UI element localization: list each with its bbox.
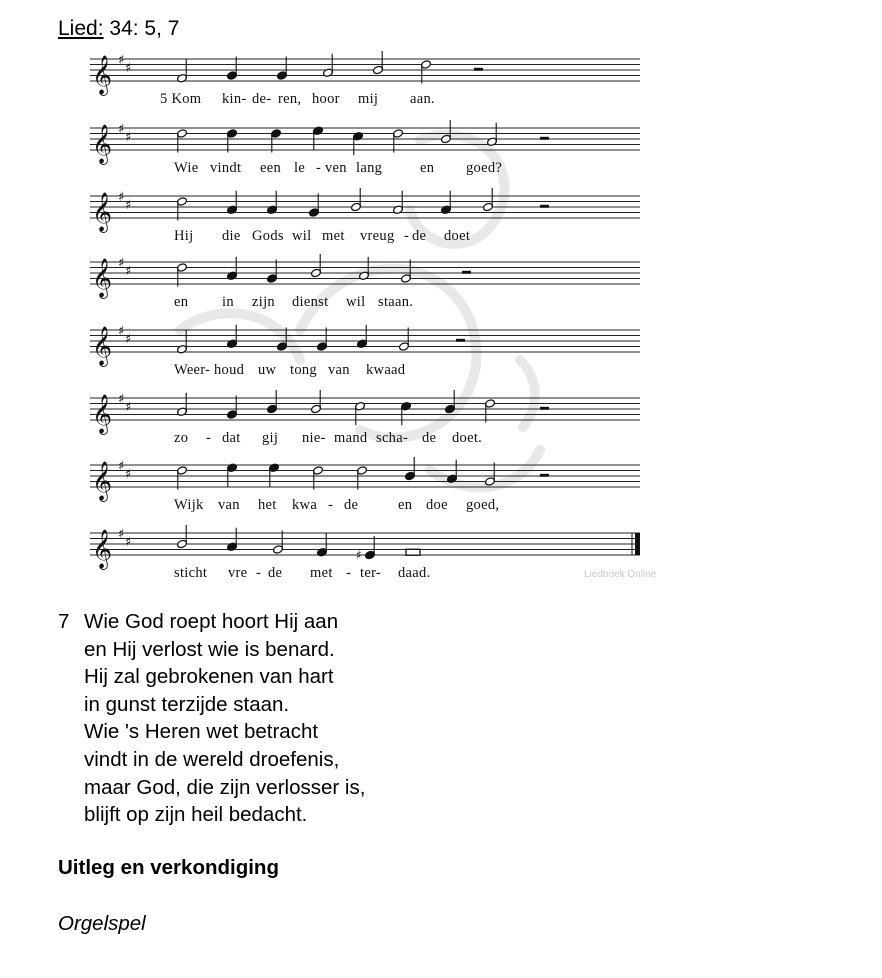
verse-text xyxy=(84,608,365,829)
lyric-syllable: - xyxy=(256,565,262,581)
lyric-syllable: de xyxy=(268,565,283,581)
lyric-syllable: doet xyxy=(444,228,471,244)
lyric-syllable: Wijk xyxy=(174,497,204,513)
sharp-icon: ♯ xyxy=(125,332,132,348)
section-title: Uitleg en verkondiging xyxy=(58,856,279,879)
sharp-icon: ♯ xyxy=(125,535,132,551)
lyric-syllable: uw xyxy=(258,362,277,378)
lyric-syllable: de xyxy=(412,228,427,244)
rest-icon xyxy=(456,339,465,342)
lyric-syllable: vreug xyxy=(360,228,395,244)
lyric-syllable: - xyxy=(346,565,352,581)
lyric-syllable: het xyxy=(258,497,277,513)
music-system xyxy=(90,188,640,244)
rest-icon xyxy=(462,271,471,274)
lyric-syllable: ter- xyxy=(360,565,382,581)
lyric-syllable: vindt xyxy=(210,160,242,176)
verse-line: Wie God roept hoort Hij aan xyxy=(84,610,339,633)
sharp-icon: ♯ xyxy=(118,189,125,205)
watermark-text: Liedboek Online xyxy=(584,569,657,580)
treble-clef-icon: 𝄞 xyxy=(92,124,113,164)
verse-line: in gunst terzijde staan. xyxy=(84,692,290,716)
lyric-syllable: van xyxy=(218,497,240,513)
lyric-syllable: sticht xyxy=(174,565,208,581)
lyric-syllable: goed? xyxy=(466,160,503,176)
lyric-syllable: Wie xyxy=(174,160,199,176)
lyric-syllable: - xyxy=(316,160,322,176)
lyric-syllable: in xyxy=(222,294,234,310)
lyric-syllable: houd xyxy=(214,362,245,378)
lyric-syllable: hoor xyxy=(312,91,340,107)
lyric-syllable: dat xyxy=(222,430,241,446)
lyric-syllable: le xyxy=(294,160,306,176)
lyric-syllable: nie- xyxy=(302,430,326,446)
lyric-syllable: de- xyxy=(252,91,272,107)
lyric-syllable: dienst xyxy=(292,294,329,310)
lyric-syllable: ren, xyxy=(278,91,302,107)
lyric-syllable: lang xyxy=(356,160,383,176)
breve-note xyxy=(406,549,420,555)
lyric-syllable: mij xyxy=(358,91,379,107)
sharp-icon: ♯ xyxy=(125,198,132,214)
lyric-syllable: doet. xyxy=(452,430,483,446)
verse-line: en Hij verlost wie is benard. xyxy=(84,637,335,661)
lyric-syllable: en xyxy=(420,160,435,176)
music-system xyxy=(90,525,640,581)
lyric-syllable: die xyxy=(222,228,241,244)
sharp-icon: ♯ xyxy=(118,255,125,271)
lyric-syllable: kin- xyxy=(222,91,247,107)
lyric-syllable: de xyxy=(422,430,437,446)
lyric-syllable: de xyxy=(344,497,359,513)
sharp-icon: ♯ xyxy=(125,400,132,416)
verse-number: 7 xyxy=(58,610,70,633)
lyric-syllable: van xyxy=(328,362,350,378)
lyric-syllable: doe xyxy=(426,497,448,513)
sharp-icon: ♯ xyxy=(118,323,125,339)
lyric-syllable: scha- xyxy=(376,430,409,446)
music-system xyxy=(90,51,640,107)
lyric-syllable: - xyxy=(328,497,334,513)
sharp-icon: ♯ xyxy=(118,458,125,474)
rest-icon xyxy=(540,137,549,140)
music-system xyxy=(90,457,640,513)
lyric-syllable: kwaad xyxy=(366,362,406,378)
rest-icon xyxy=(540,474,549,477)
rest-icon xyxy=(474,68,483,71)
lyric-syllable: mand xyxy=(334,430,368,446)
lyric-syllable: en xyxy=(174,294,189,310)
lyric-syllable: tong xyxy=(290,362,317,378)
treble-clef-icon: 𝄞 xyxy=(92,529,113,569)
lyric-syllable: 5 Kom xyxy=(160,91,202,107)
lyric-syllable: wil xyxy=(346,294,366,310)
organ-note: Orgelspel xyxy=(58,912,146,935)
lyric-syllable: Gods xyxy=(252,228,284,244)
song-number: 34: 5, 7 xyxy=(109,17,180,40)
sharp-icon: ♯ xyxy=(125,61,132,77)
lyric-syllable: Hij xyxy=(174,228,194,244)
song-label: Lied: xyxy=(58,17,104,40)
sharp-icon: ♯ xyxy=(125,264,132,280)
sharp-icon: ♯ xyxy=(118,121,125,137)
sharp-icon: ♯ xyxy=(125,130,132,146)
final-barline xyxy=(635,533,640,555)
verse-line: Hij zal gebrokenen van hart xyxy=(84,665,334,689)
treble-clef-icon: 𝄞 xyxy=(92,394,113,434)
verse-line: blijft op zijn heil bedacht. xyxy=(84,803,308,827)
lyric-syllable: - xyxy=(404,228,410,244)
lyric-syllable: - xyxy=(206,430,212,446)
verse-line: vindt in de wereld droefenis, xyxy=(84,747,340,771)
lyric-syllable: ven xyxy=(325,160,347,176)
sharp-icon: ♯ xyxy=(125,467,132,483)
treble-clef-icon: 𝄞 xyxy=(92,326,113,366)
lyric-syllable: staan. xyxy=(378,294,414,310)
lyric-syllable: daad. xyxy=(398,565,431,581)
music-system xyxy=(90,390,640,446)
lyric-syllable: gij xyxy=(262,430,279,446)
accidental-sharp-icon: ♯ xyxy=(356,548,362,562)
lyric-syllable: met xyxy=(310,565,333,581)
lyric-syllable: een xyxy=(260,160,282,176)
treble-clef-icon: 𝄞 xyxy=(92,258,113,298)
treble-clef-icon: 𝄞 xyxy=(92,55,113,95)
lyric-syllable: zo xyxy=(174,430,189,446)
rest-icon xyxy=(540,407,549,410)
lyric-syllable: Weer- xyxy=(174,362,211,378)
lyric-syllable: wil xyxy=(292,228,312,244)
music-system xyxy=(90,120,640,176)
verse-line: maar God, die zijn verlosser is, xyxy=(84,775,366,799)
lyric-syllable: aan. xyxy=(410,91,435,107)
verse-line: Wie 's Heren wet betracht xyxy=(84,720,319,744)
lyric-syllable: kwa xyxy=(292,497,318,513)
sharp-icon: ♯ xyxy=(118,52,125,68)
treble-clef-icon: 𝄞 xyxy=(92,461,113,501)
treble-clef-icon: 𝄞 xyxy=(92,192,113,232)
music-system xyxy=(90,324,640,378)
lyric-syllable: goed, xyxy=(466,497,500,513)
lyric-syllable: vre xyxy=(228,565,248,581)
sharp-icon: ♯ xyxy=(118,391,125,407)
music-system xyxy=(90,254,640,310)
lyric-syllable: zijn xyxy=(252,294,275,310)
lyric-syllable: en xyxy=(398,497,413,513)
lyric-syllable: met xyxy=(322,228,345,244)
sharp-icon: ♯ xyxy=(118,526,125,542)
rest-icon xyxy=(540,205,549,208)
